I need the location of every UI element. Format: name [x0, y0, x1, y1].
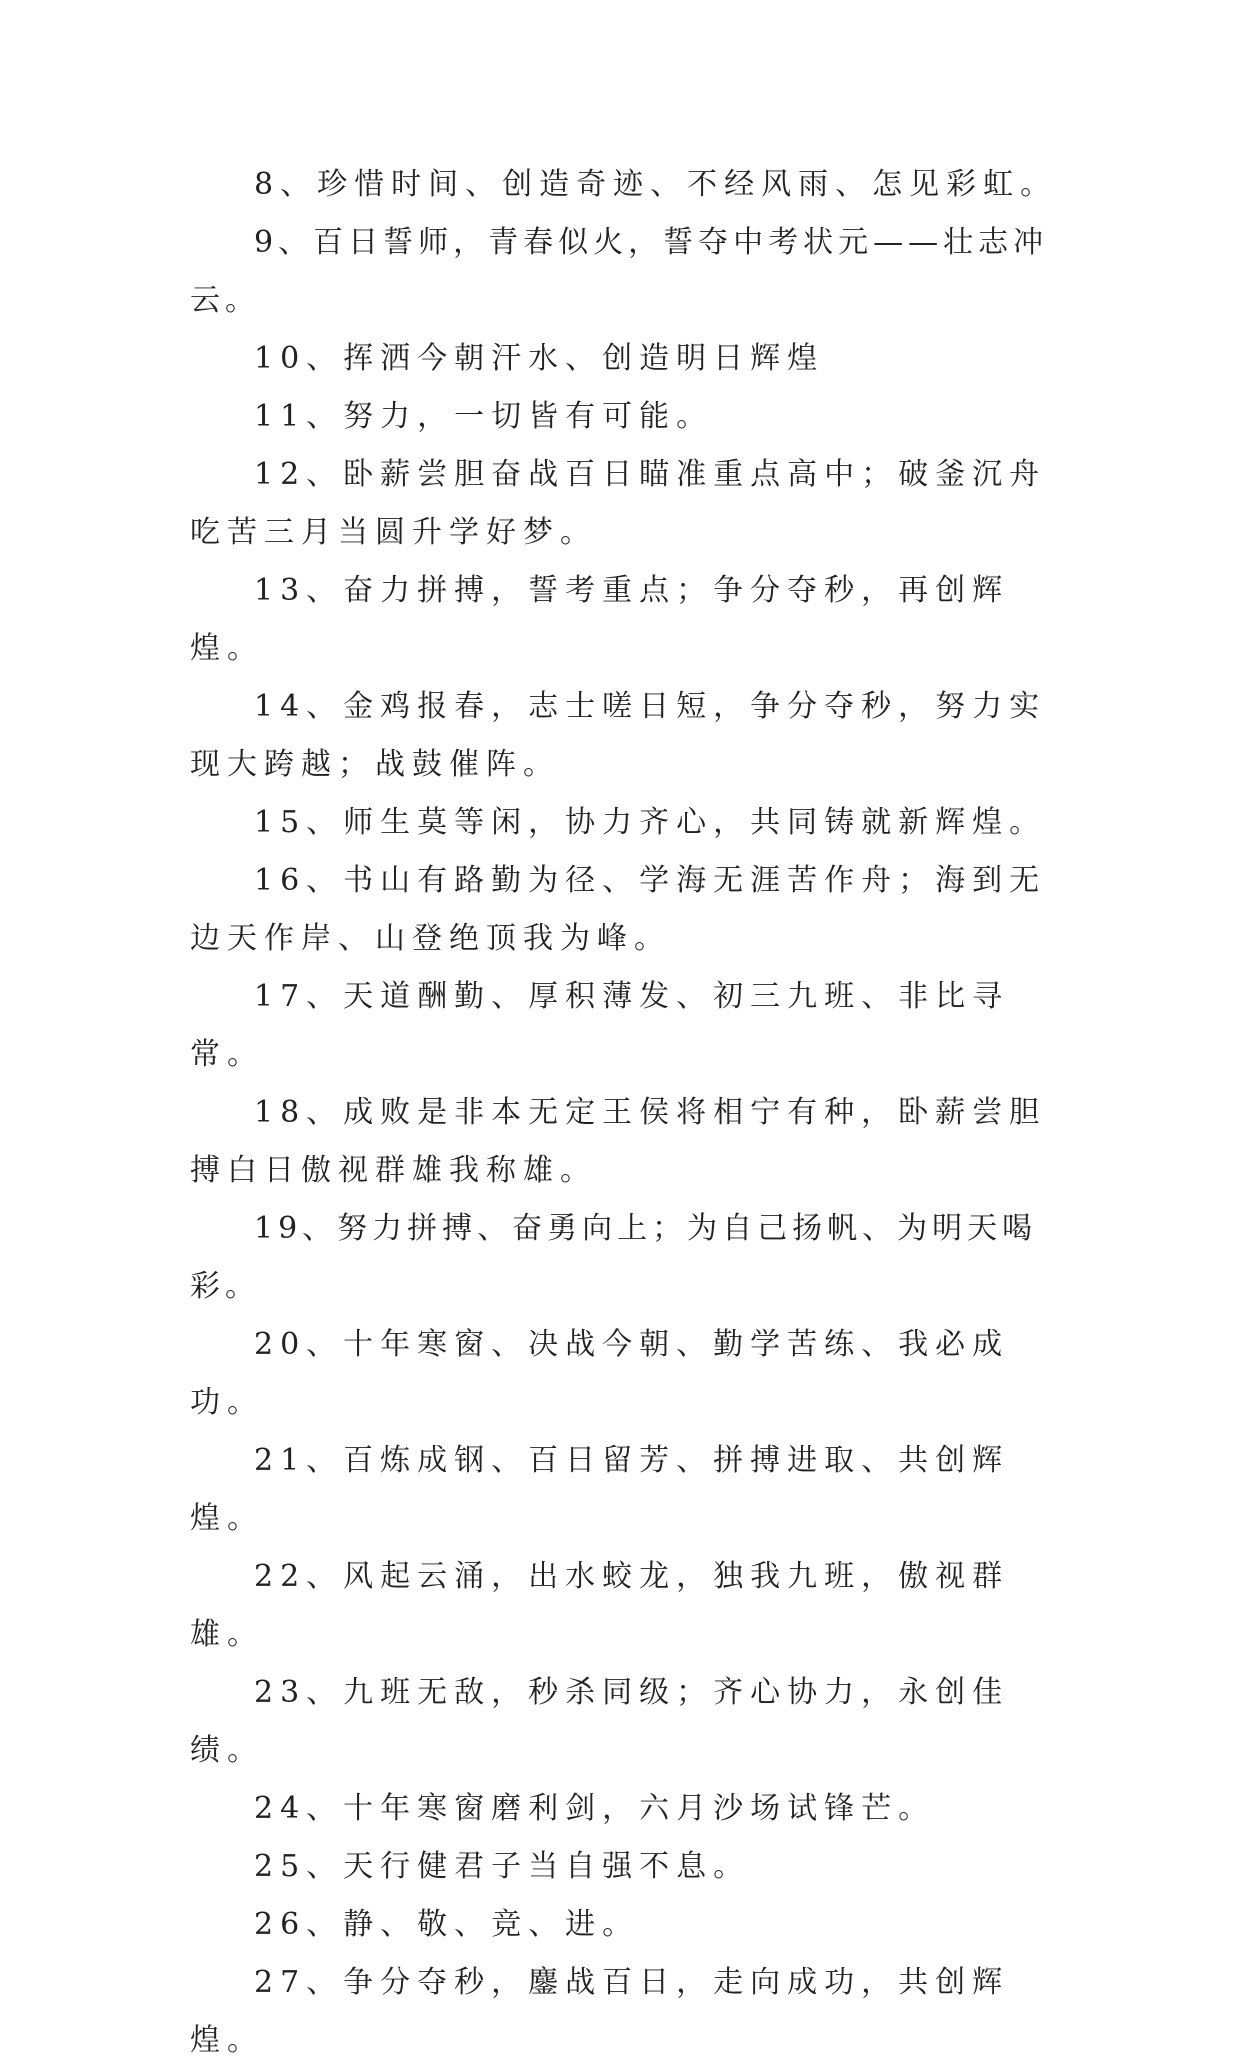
- paragraph-9: 9、百日誓师，青春似火，誓夺中考状元——壮志冲云。: [190, 225, 1049, 318]
- paragraph-27: 27、争分夺秒，鏖战百日，走向成功，共创辉煌。: [190, 1965, 1010, 2058]
- paragraph-26: 26、静、敬、竞、进。: [254, 1907, 640, 1942]
- paragraph-22: 22、风起云涌，出水蛟龙，独我九班，傲视群雄。: [190, 1559, 1010, 1652]
- paragraph-16: 16、书山有路勤为径、学海无涯苦作舟；海到无边天作岸、山登绝顶我为峰。: [190, 863, 1047, 956]
- paragraph-23: 23、九班无敌，秒杀同级；齐心协力，永创佳绩。: [190, 1675, 1010, 1768]
- paragraph-12: 12、卧薪尝胆奋战百日瞄准重点高中；破釜沉舟吃苦三月当圆升学好梦。: [190, 457, 1047, 550]
- paragraph-14: 14、金鸡报春，志士嗟日短，争分夺秒，努力实现大跨越；战鼓催阵。: [190, 689, 1047, 782]
- paragraph-21: 21、百炼成钢、百日留芳、拼搏进取、共创辉煌。: [190, 1443, 1010, 1536]
- paragraph-13: 13、奋力拼搏，誓考重点；争分夺秒，再创辉煌。: [190, 573, 1010, 666]
- paragraph-25: 25、天行健君子当自强不息。: [254, 1849, 751, 1884]
- paragraph-10: 10、挥洒今朝汗水、创造明日辉煌: [254, 341, 825, 376]
- document-body: [190, 156, 1070, 2070]
- paragraph-15: 15、师生莫等闲，协力齐心，共同铸就新辉煌。: [254, 805, 1047, 840]
- paragraph-18: 18、成败是非本无定王侯将相宁有种，卧薪尝胆搏白日傲视群雄我称雄。: [190, 1095, 1047, 1188]
- paragraph-19: 19、努力拼搏、奋勇向上；为自己扬帆、为明天喝彩。: [190, 1211, 1038, 1304]
- paragraph-17: 17、天道酬勤、厚积薄发、初三九班、非比寻常。: [190, 979, 1010, 1072]
- paragraph-8: 8、珍惜时间、创造奇迹、不经风雨、怎见彩虹。: [254, 167, 1058, 202]
- paragraph-11: 11、努力，一切皆有可能。: [254, 399, 714, 434]
- paragraph-20: 20、十年寒窗、决战今朝、勤学苦练、我必成功。: [190, 1327, 1010, 1420]
- paragraph-24: 24、十年寒窗磨利剑，六月沙场试锋芒。: [254, 1791, 936, 1826]
